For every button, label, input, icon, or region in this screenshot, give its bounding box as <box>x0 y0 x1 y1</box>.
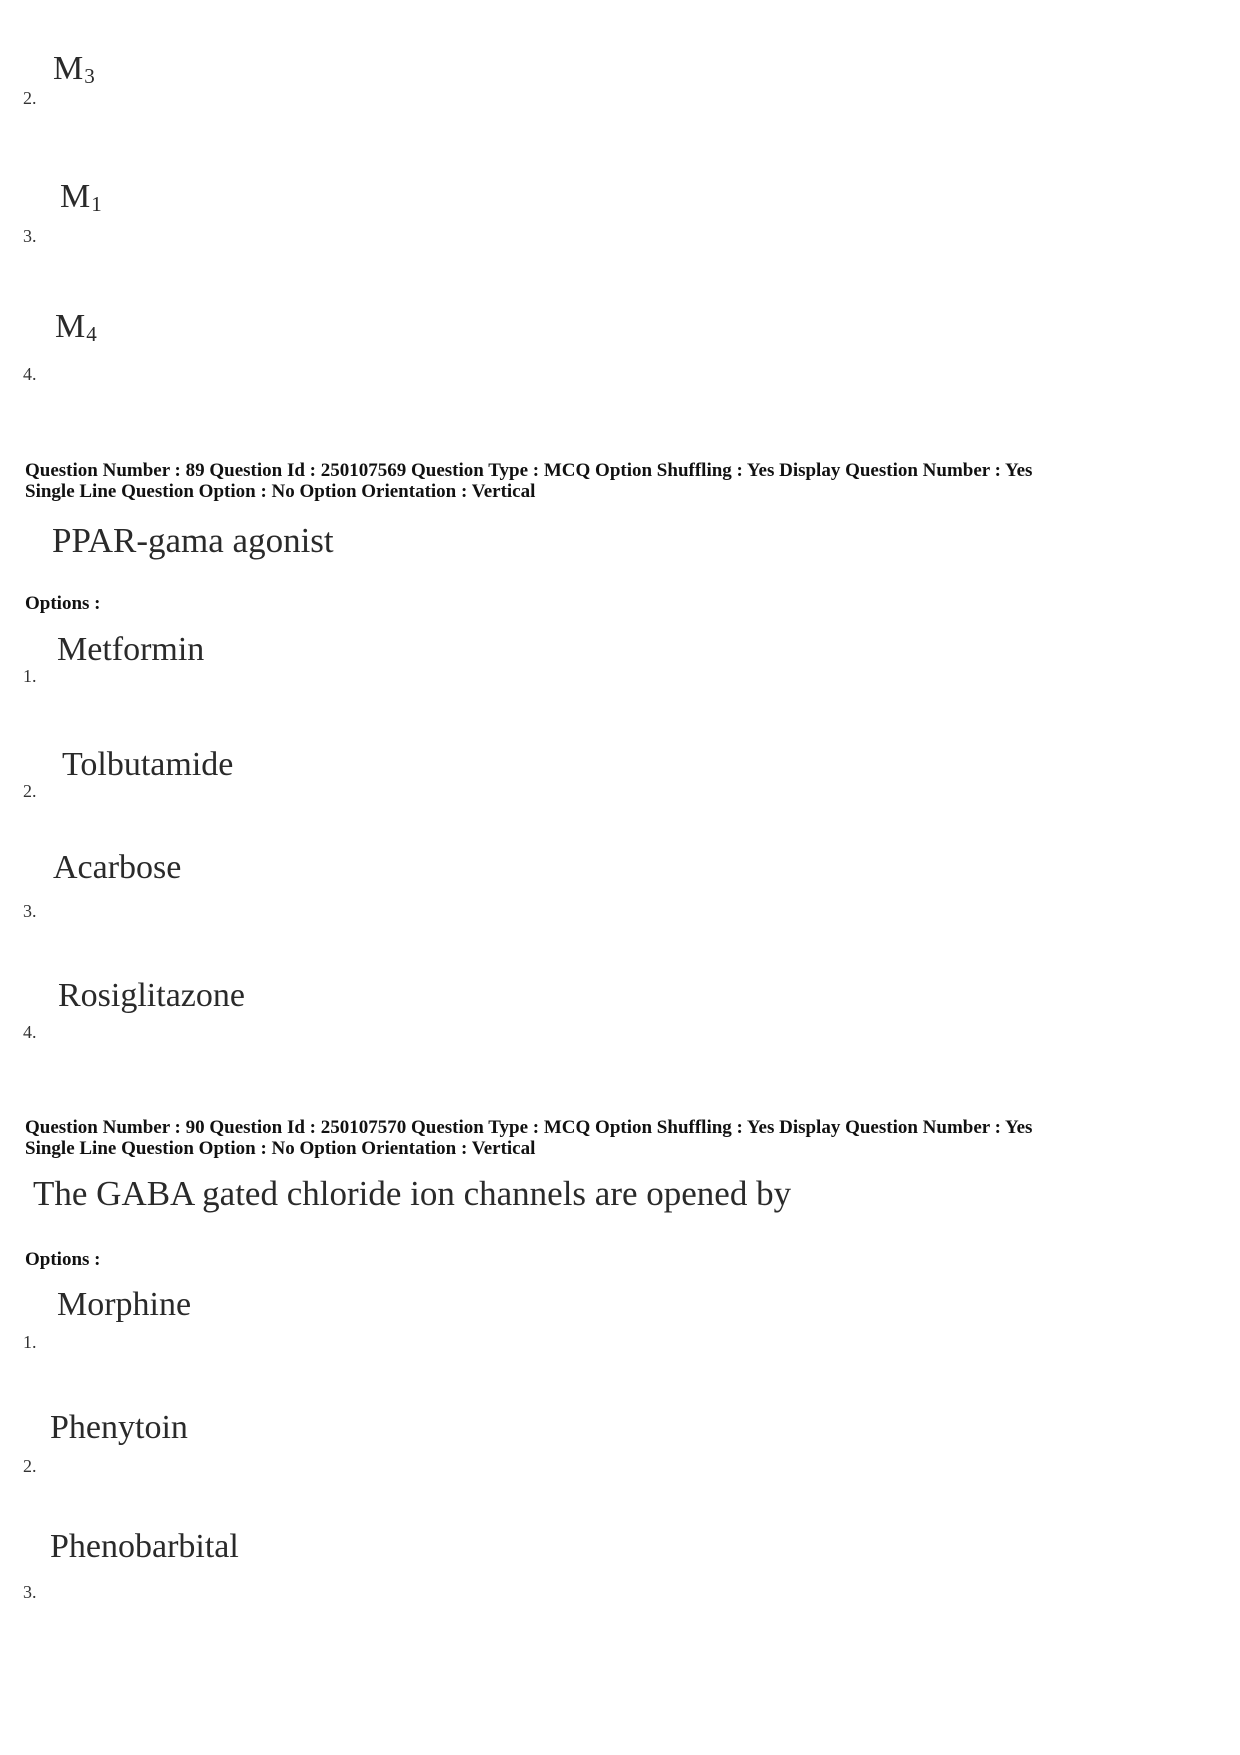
option-text-acarbose: Acarbose <box>53 849 182 886</box>
option-text-morphine: Morphine <box>57 1286 192 1323</box>
option-number: 1. <box>23 666 37 686</box>
option-number: 2. <box>23 1456 37 1476</box>
option-number: 4. <box>23 364 37 384</box>
option-number: 3. <box>23 226 37 246</box>
option-number: 4. <box>23 1022 37 1042</box>
options-label: Options : <box>25 1249 101 1270</box>
question-meta-line-1: Question Number : 89 Question Id : 250107569 Question Type : MCQ Option Shuffling : Yes Display Question Number : Yes <box>25 460 1033 481</box>
option-number: 1. <box>23 1332 37 1352</box>
option-text-metformin: Metformin <box>57 631 205 668</box>
options-label: Options : <box>25 593 101 614</box>
option-image-m4: $M_4$ <box>55 308 97 346</box>
question-text: The GABA gated chloride ion channels are opened by <box>33 1174 792 1213</box>
option-number: 3. <box>23 901 37 921</box>
option-text-phenobarbital: Phenobarbital <box>50 1528 239 1565</box>
option-text-rosiglitazone: Rosiglitazone <box>58 977 245 1014</box>
option-number: 2. <box>23 88 37 108</box>
option-number: 2. <box>23 781 37 801</box>
question-meta-line-2: Single Line Question Option : No Option Orientation : Vertical <box>25 1138 536 1159</box>
question-text: PPAR-gama agonist <box>52 521 334 560</box>
option-number: 3. <box>23 1582 37 1602</box>
option-image-m1: $M_1$ <box>60 178 102 216</box>
option-text-phenytoin: Phenytoin <box>50 1409 188 1446</box>
question-meta-line-1: Question Number : 90 Question Id : 250107570 Question Type : MCQ Option Shuffling : Yes Display Question Number : Yes <box>25 1117 1033 1138</box>
option-image-m3: $M_3$ <box>53 50 95 88</box>
question-meta-line-2: Single Line Question Option : No Option Orientation : Vertical <box>25 481 536 502</box>
option-text-tolbutamide: Tolbutamide <box>62 746 234 783</box>
